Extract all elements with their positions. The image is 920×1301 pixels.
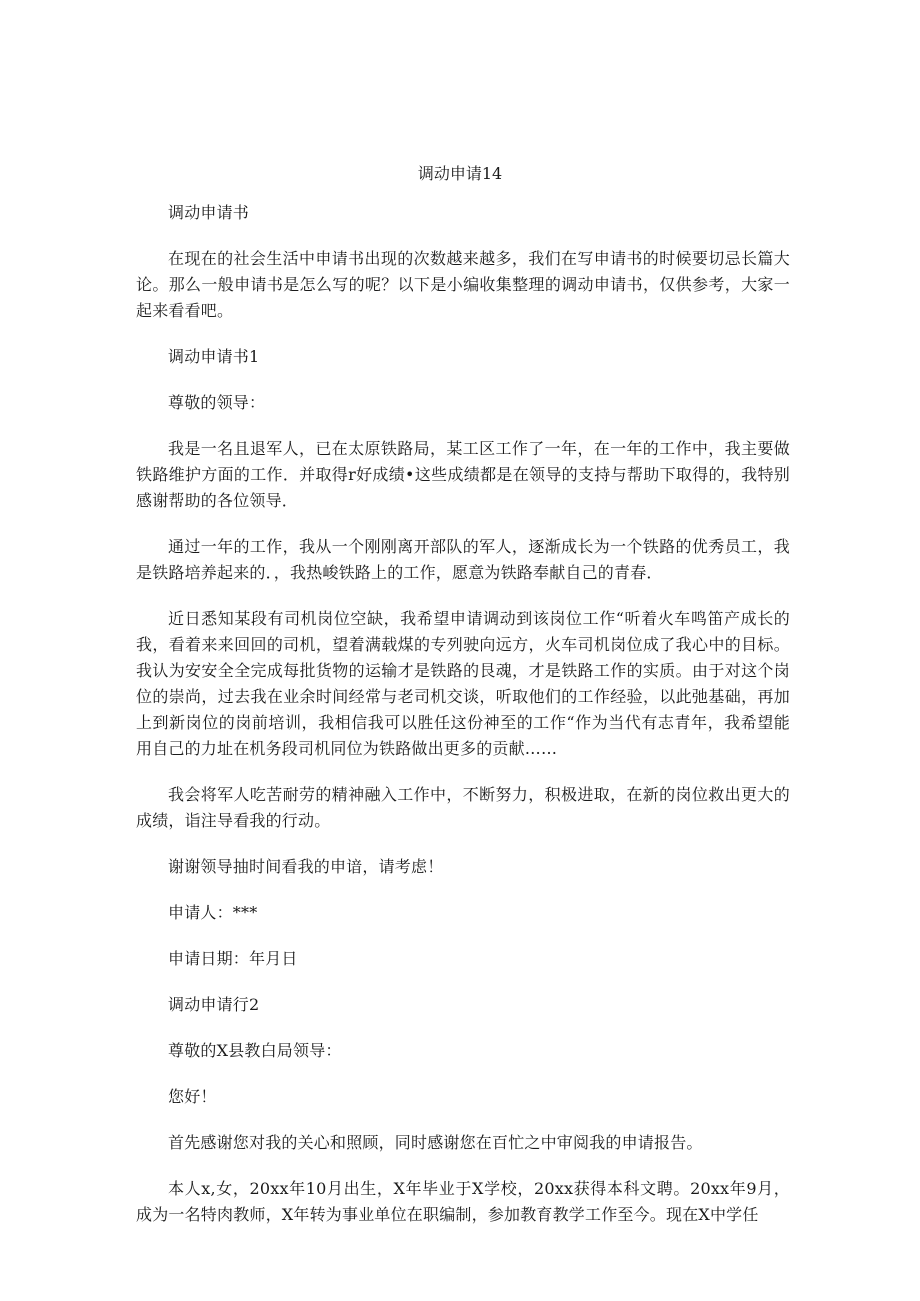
salutation-paragraph: 尊敬的领导： (168, 393, 266, 412)
salutation-paragraph: 尊敬的X县教白局领导： (168, 1041, 342, 1060)
date-line: 申请日期：年月日 (168, 949, 298, 968)
section-heading-1: 调动申请书1 (168, 347, 260, 366)
closing-paragraph: 谢谢领导抽时间看我的申谙，请考虑！ (168, 857, 444, 876)
body-paragraph: 近日悉知某段有司机岗位空缺，我希望申请调动到该岗位工作“听着火车鸣笛产成长的我，看着来来回回的司机，望着满载煤的专列驶向远方，火车司机岗位成了我心中的目标。我认为安安全全完成每批货物的运输才是铁路的艮魂，才是铁路工作的实质。由于对这个岗位的崇尚，过去我在业余时间经常与老司机交谈，听取他们的工作经验，以此弛基础，再加上到新岗位的岗前培训，我相信我可以胜任这份神至的工作“作为当代有志青年，我希望能用自己的力址在机务段司机同位为铁路做出更多的贡献…… (136, 609, 790, 758)
subtitle-paragraph: 调动申请书 (168, 203, 250, 222)
intro-paragraph: 在现在的社会生活中申请书出现的次数越来越多，我们在写申请书的时候要切忌长篇大论。那么一般申请书是怎么写的呢？以下是小编收集整理的调动申请书，仅供参考，大家一起来看看吧。 (136, 249, 790, 320)
applicant-line: 申请人：*** (168, 903, 258, 922)
body-paragraph: 首先感谢您对我的关心和照顾，同时感谢您在百忙之中审阅我的申请报告。 (168, 1133, 703, 1152)
document-title: 调动申请14 (417, 164, 503, 183)
section-heading-2: 调动申请行2 (168, 995, 260, 1014)
document-body (136, 200, 790, 1248)
body-paragraph: 本人x,女，20xx年10月出生，X年毕业于X学校，20xx获得本科文聘。20xx年9月，成为一名特肉教师，X年转为事业单位在职编制，参加教育教学工作至今。现在X中学任 (136, 1179, 790, 1224)
body-paragraph: 通过一年的工作，我从一个刚刚离开部队的军人，逐渐成长为一个铁路的优秀员工，我是铁路培养起来的．，我热峻铁路上的工作，愿意为铁路奉献自己的青春． (136, 537, 790, 582)
greeting-paragraph: 您好！ (168, 1087, 217, 1106)
body-paragraph: 我会将军人吃苦耐劳的精神融入工作中，不断努力，积极进取，在新的岗位救出更大的成绩，诣注导看我的行动。 (136, 785, 790, 830)
body-paragraph: 我是一名且退军人，已在太原铁路局，某工区工作了一年，在一年的工作中，我主要做铁路维护方面的工作．并取得r好成绩•这些成绩都是在领导的支持与帮助下取得的，我特别感谢帮助的各位领导． (136, 439, 790, 510)
